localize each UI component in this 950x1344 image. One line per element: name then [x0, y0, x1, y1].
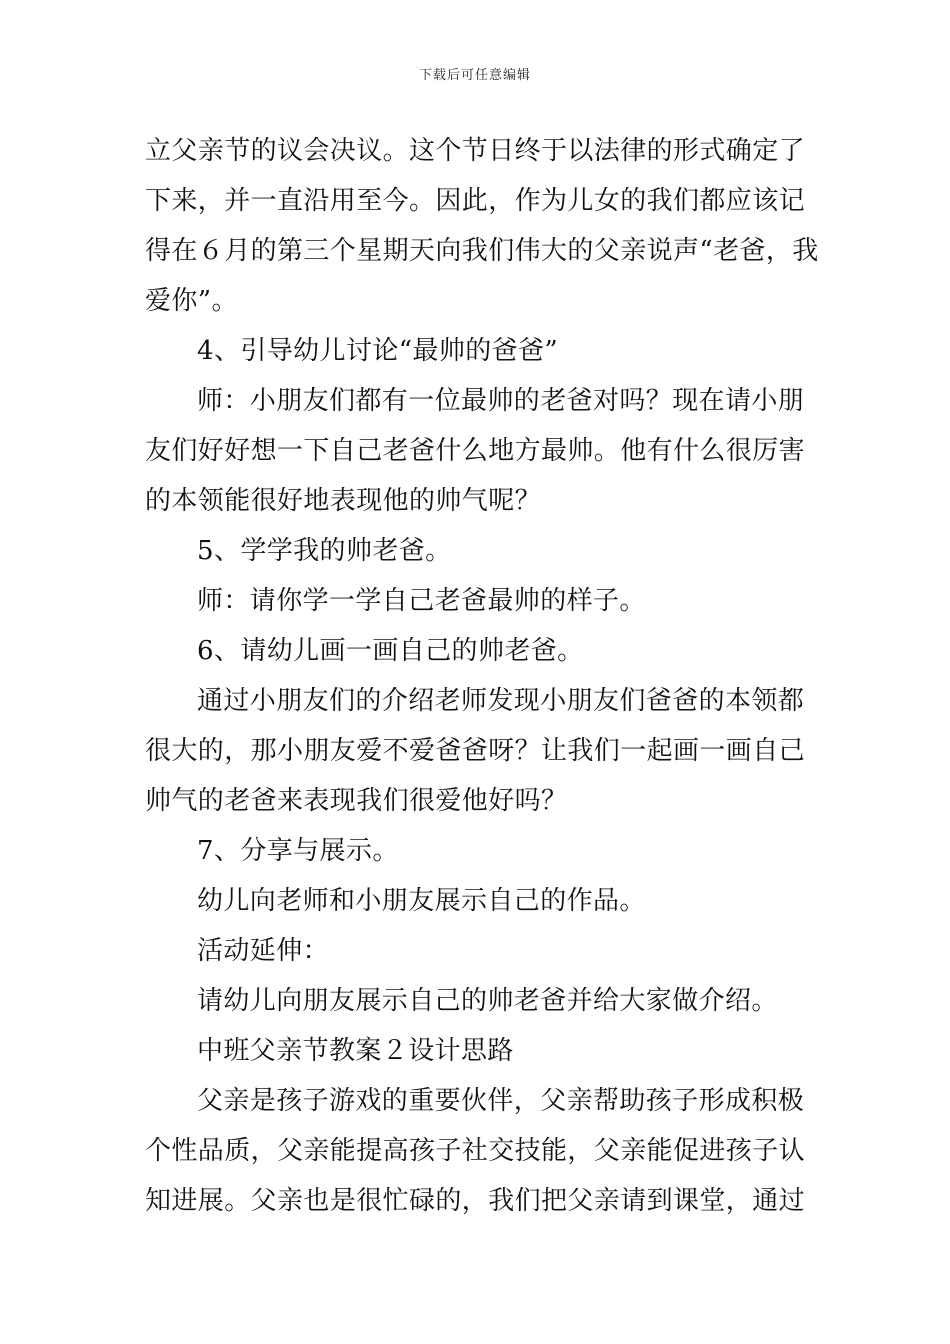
text-line-16: 幼儿向老师和小朋友展示自己的作品。: [197, 886, 646, 916]
text-line-3: 得在６月的第三个星期天向我们伟大的父亲说声“老爸，我: [145, 236, 819, 266]
text-line-4: 爱你”。: [145, 286, 238, 316]
step-4-heading: 4、引导幼儿讨论“最帅的爸爸”: [197, 336, 559, 366]
text-line-21: 个性品质，父亲能提高孩子社交技能，父亲能促进孩子认: [145, 1136, 806, 1166]
text-line-8: 的本领能很好地表现他的帅气呢？: [145, 486, 542, 516]
text-line-1: 立父亲节的议会决议。这个节日终于以法律的形式确定了: [145, 136, 806, 166]
text-line-14: 帅气的老爸来表现我们很爱他好吗？: [145, 786, 568, 816]
step-7-heading: 7、分享与展示。: [197, 836, 399, 866]
text-line-10: 师：请你学一学自己老爸最帅的样子。: [197, 586, 646, 616]
page-header: 下载后可任意编辑: [418, 68, 531, 83]
text-line-13: 很大的，那小朋友爱不爱爸爸呀？让我们一起画一画自己: [145, 736, 806, 766]
activity-extension-heading: 活动延伸：: [197, 936, 330, 966]
lesson-plan-2-heading: 中班父亲节教案２设计思路: [197, 1036, 514, 1066]
step-6-heading: 6、请幼儿画一画自己的帅老爸。: [197, 636, 584, 666]
text-line-22: 知进展。父亲也是很忙碌的，我们把父亲请到课堂，通过: [145, 1186, 806, 1216]
text-line-12: 通过小朋友们的介绍老师发现小朋友们爸爸的本领都: [197, 686, 805, 716]
text-line-18: 请幼儿向朋友展示自己的帅老爸并给大家做介绍。: [197, 986, 778, 1016]
step-5-heading: 5、学学我的帅老爸。: [197, 536, 452, 566]
text-line-20: 父亲是孩子游戏的重要伙伴，父亲帮助孩子形成积极: [197, 1086, 805, 1116]
text-line-2: 下来，并一直沿用至今。因此，作为儿女的我们都应该记: [145, 186, 806, 216]
document-body: [145, 126, 819, 1226]
text-line-6: 师：小朋友们都有一位最帅的老爸对吗？现在请小朋: [197, 386, 805, 416]
text-line-7: 友们好好想一下自己老爸什么地方最帅。他有什么很厉害: [145, 436, 806, 466]
